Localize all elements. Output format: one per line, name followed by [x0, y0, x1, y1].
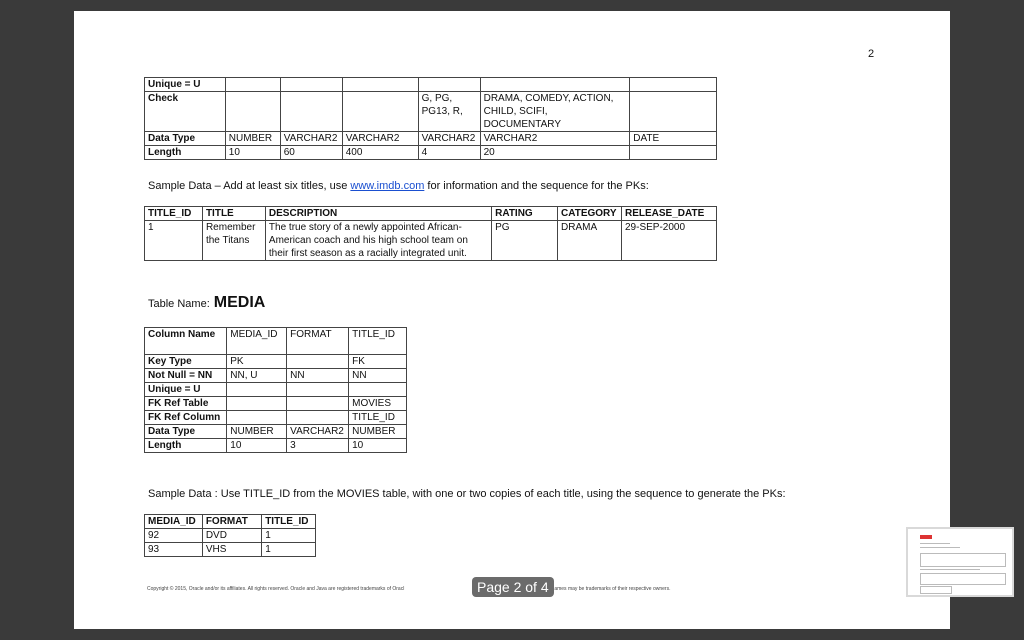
table-row: FK Ref Table MOVIES: [145, 397, 407, 411]
sample-movies-instructions: Sample Data – Add at least six titles, use www.imdb.com for information and the sequence for the PKs:: [148, 180, 649, 192]
table-row: Data Type NUMBER VARCHAR2 VARCHAR2 VARCHAR2 VARCHAR2 DATE: [145, 132, 717, 146]
table-row: Data Type NUMBER VARCHAR2 NUMBER: [145, 425, 407, 439]
row-label: Check: [145, 92, 226, 132]
table-row: Length 10 3 10: [145, 439, 407, 453]
table-header-row: TITLE_ID TITLE DESCRIPTION RATING CATEGORY RELEASE_DATE: [145, 207, 717, 221]
table-row: Unique = U: [145, 383, 407, 397]
page-indicator: Page 2 of 4: [472, 577, 554, 597]
media-sample-table: [144, 514, 316, 557]
table-row: FK Ref Column TITLE_ID: [145, 411, 407, 425]
row-label: Data Type: [145, 132, 226, 146]
page-number: 2: [868, 48, 875, 60]
table-row: Length 10 60 400 4 20: [145, 146, 717, 160]
movies-constraints-table: [144, 77, 717, 160]
table-row: Not Null = NN NN, U NN NN: [145, 369, 407, 383]
table-row: Key Type PK FK: [145, 355, 407, 369]
copyright-footer: Copyright © 2015, Oracle and/or its affiliates. All rights reserved. Oracle and Java are registered trademarks of Oracl ames may be trademarks of their respective owners.: [147, 586, 671, 592]
table-name-value: MEDIA: [213, 294, 266, 311]
table-row: 92 DVD 1: [145, 529, 316, 543]
media-table-name: Table Name: MEDIA: [148, 294, 266, 311]
row-label: Unique = U: [145, 78, 226, 92]
category-check-cell: DRAMA, COMEDY, ACTION, CHILD, SCIFI, DOCUMENTARY: [480, 92, 630, 132]
rating-check-cell: G, PG, PG13, R,: [418, 92, 480, 132]
movies-sample-table: [144, 206, 717, 261]
document-page: [74, 11, 950, 629]
table-header-row: MEDIA_ID FORMAT TITLE_ID: [145, 515, 316, 529]
imdb-link[interactable]: www.imdb.com: [350, 180, 425, 192]
page-thumbnail[interactable]: [906, 527, 1014, 597]
media-definition-table: [144, 327, 407, 453]
row-label: Length: [145, 146, 226, 160]
table-row: 93 VHS 1: [145, 543, 316, 557]
sample-media-instructions: Sample Data : Use TITLE_ID from the MOVIES table, with one or two copies of each title, using the sequence to generate the PKs:: [148, 488, 786, 500]
thumbnail-logo-icon: [920, 535, 932, 539]
table-row: Column Name MEDIA_ID FORMAT TITLE_ID: [145, 328, 407, 355]
table-row: 1 Remember the Titans The true story of a newly appointed African-American coach and his high school team on their first season as a racially integrated unit. PG DRAMA 29-SEP-2000: [145, 221, 717, 261]
table-row: [145, 78, 717, 92]
table-row: [145, 92, 717, 132]
